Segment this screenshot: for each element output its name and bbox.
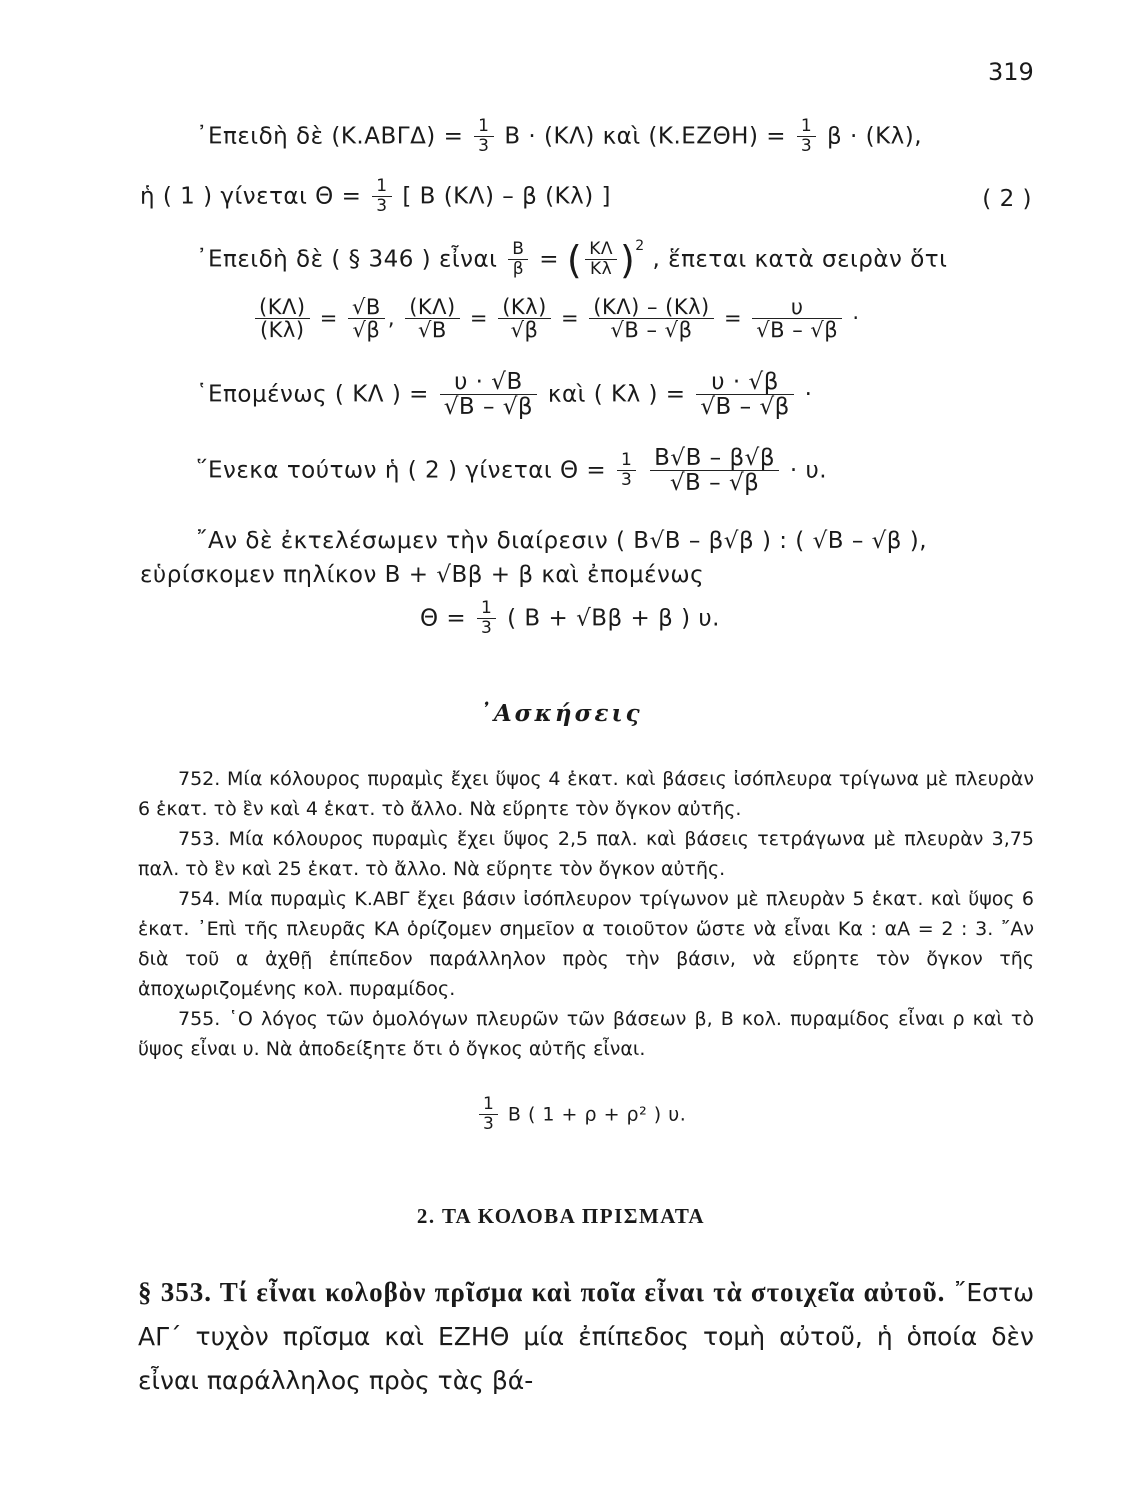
fraction: $\frac{\upsilon \cdot √\beta}{√B - √\beta}$ [696,370,793,420]
math-line-7: ῎Αν δὲ ἐκτελέσωμεν τὴν διαίρεσιν ( Β√Β – β√β ) : ( √Β – √β ), [196,528,928,554]
fraction: $\frac{B√B - \beta√\beta}{√B - √\beta}$ [650,446,779,496]
math-line-2 [140,178,1032,216]
exercise-formula: $\frac{1}{3}$ Β ( 1 + ρ + ρ² ) υ. [476,1096,686,1134]
fraction: $\frac{\upsilon}{√B - √\beta}$ [752,296,842,342]
math-line-5: ῾Επομένως ( ΚΛ ) = $\frac{\upsilon \cdot √B}{√B - √\beta}$ καὶ ( Κλ ) = $\frac{\upsilon \cdot √\beta}{√B - √\beta}$ · [196,369,813,421]
math-line-6: ῞Ενεκα τούτων ἡ ( 2 ) γίνεται Θ = $\frac{1}{3}$ $\frac{B√B - \beta√\beta}{√B - √\beta}$ · υ. [196,445,828,497]
fraction-one-third: $\frac{1}{3}$ [477,600,496,638]
fraction-one-third: $\frac{1}{3}$ [479,1096,498,1134]
exercise-754: 754. Μία πυραμὶς Κ.ΑΒΓ ἔχει βάσιν ἰσόπλευρον τρίγωνον μὲ πλευρὰν 5 ἑκατ. καὶ ὕψος 6 ἑκατ. ᾿Επὶ τῆς πλευρᾶς ΚΑ ὁρίζομεν σημεῖον α τοιοῦτον ὥστε νὰ εἶναι Κα : αΑ = 2 : 3. ῎Αν διὰ τοῦ α ἀχθῇ ἐπίπεδον παράλληλον πρὸς τὴν βάσιν, νὰ εὕρητε τὸν ὄγκον τῆς ἀποχωριζομένης κολ. πυραμίδος. [138,888,1034,1000]
fraction: $\frac{(K\lambda)}{√\beta}$ [498,296,551,342]
fraction-one-third: $\frac{1}{3}$ [617,452,636,490]
exercise-755: 755. ῾Ο λόγος τῶν ὁμολόγων πλευρῶν τῶν βάσεων β, Β κολ. πυραμίδος εἶναι ρ καὶ τὸ ὕψος εἶναι υ. Νὰ ἀποδείξητε ὅτι ὁ ὄγκος αὐτῆς εἶναι. [138,1008,1034,1060]
math-line-8: εὑρίσκομεν πηλίκον Β + √Ββ + β καὶ ἐπομένως [140,562,705,588]
paragraph-text: ῎Εστω ΑΓ΄ τυχὸν πρῖσμα καὶ ΕΖΗΘ μία ἐπίπεδος τομὴ αὐτοῦ, ἡ ὁποία δὲν εἶναι παράλληλος πρὸς τὰς βά- [138,1278,1035,1395]
fraction-one-third: $\frac{1}{3}$ [797,118,816,156]
fraction: $\frac{(K\Lambda) - (K\lambda)}{√B - √\beta}$ [589,296,713,342]
text: β · (Κλ), [826,123,923,150]
fraction: $\frac{(K\Lambda)}{(K\lambda)}$ [255,296,310,342]
text: ἡ ( 1 ) γίνεται Θ = [140,183,362,210]
text: ῾Επομένως ( ΚΛ ) = [196,381,429,408]
fraction: $\frac{B}{\beta}$ [508,241,528,279]
page-number: 319 [988,58,1034,86]
math-line-1 [196,118,922,156]
text: καὶ ( Κλ ) = [547,381,686,408]
exercise-752: 752. Μία κόλουρος πυραμὶς ἔχει ὕψος 4 ἑκατ. καὶ βάσεις ἰσόπλευρα τρίγωνα μὲ πλευρὰν 6 ἑκατ. τὸ ἓν καὶ 4 ἑκατ. τὸ ἄλλο. Νὰ εὕρητε τὸν ὄγκον αὐτῆς. [138,768,1034,820]
math-line-4: $\frac{(K\Lambda)}{(K\lambda)}$ = $\frac{√B}{√\beta}$ , $\frac{(K\Lambda)}{√B}$ = $\frac{(K\lambda)}{√\beta}$ = $\frac{(K\Lambda) - (K\lambda)}{√B - √\beta}$ = $\frac{\upsilon}{√B - √\beta}$ · [252,296,860,342]
fraction-one-third: $\frac{1}{3}$ [474,118,493,156]
fraction: $\frac{\upsilon \cdot √B}{√B - √\beta}$ [440,370,537,420]
fraction-one-third: $\frac{1}{3}$ [372,178,391,216]
math-line-9: Θ = $\frac{1}{3}$ ( Β + √Ββ + β ) υ. [420,598,720,638]
math-line-3: ᾿Επειδὴ δὲ ( § 346 ) εἶναι $\frac{B}{\beta}$ = ( $\frac{K\Lambda}{K\lambda}$ )$^2$ , ἕπεται κατὰ σειρὰν ὅτι [196,238,948,282]
exponent: 2 [635,238,645,254]
exercise-753: 753. Μία κόλουρος πυραμὶς ἔχει ὕψος 2,5 παλ. καὶ βάσεις τετράγωνα μὲ πλευρὰν 3,75 παλ. τὸ ἓν καὶ 25 ἑκατ. τὸ ἄλλο. Νὰ εὕρητε τὸν ὄγκον αὐτῆς. [138,828,1034,880]
text: ᾿Επειδὴ δὲ ( § 346 ) εἶναι [196,246,498,273]
exercises-heading: ᾿Ασκήσεις [479,700,643,727]
section-paragraph [138,1270,1034,1403]
section-heading: 2. ΤΑ ΚΟΛΟΒΑ ΠΡΙΣΜΑΤΑ [416,1204,706,1228]
text: ῞Ενεκα τούτων ἡ ( 2 ) γίνεται Θ = [196,457,607,484]
equals: = [539,246,560,273]
text: , ἕπεται κατὰ σειρὰν ὅτι [652,246,948,273]
fraction: $\frac{K\Lambda}{K\lambda}$ [585,241,617,279]
text: ᾿Επειδὴ δὲ (Κ.ΑΒΓΔ) = [196,123,464,150]
fraction: $\frac{(K\Lambda)}{√B}$ [405,296,460,342]
equation-tag: ( 2 ) [982,186,1032,212]
text: Β · (ΚΛ) καὶ (Κ.ΕΖΘΗ) = [504,123,787,150]
text: [ Β (ΚΛ) – β (Κλ) ] [402,183,612,210]
paragraph-title: § 353. Τί εἶναι κολοβὸν πρῖσμα καὶ ποῖα εἶναι τὰ στοιχεῖα αὐτοῦ. [138,1277,946,1307]
exercise-list [138,764,1034,1064]
fraction: $\frac{√B}{√\beta}$ [348,296,385,342]
